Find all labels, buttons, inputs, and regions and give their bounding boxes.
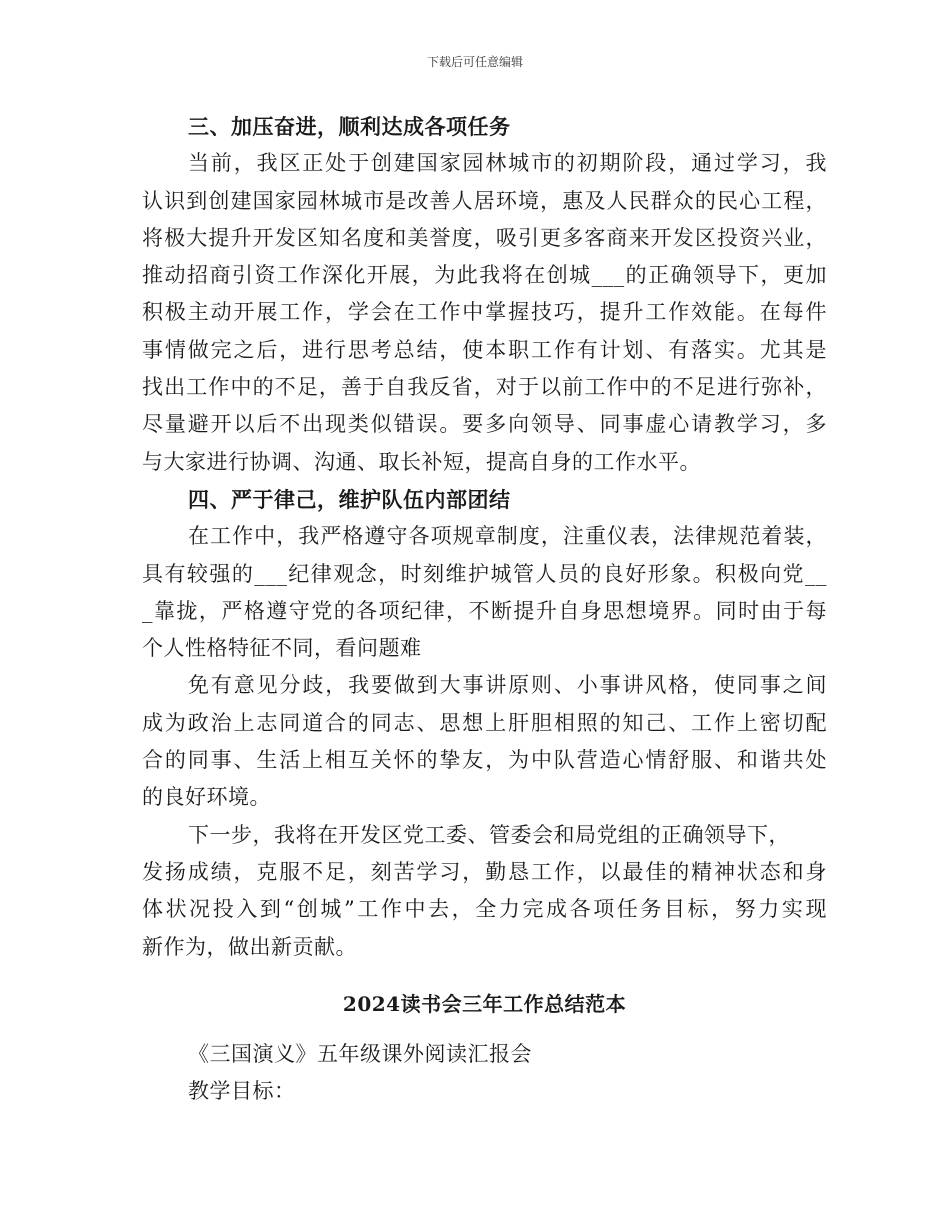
document-title: 2024读书会三年工作总结范本: [342, 991, 627, 1016]
paragraph-line: 积极主动开展工作，学会在工作中掌握技巧，提升工作效能。在每件: [142, 300, 827, 325]
paragraph-line: 免有意见分歧，我要做到大事讲原则、小事讲风格，使同事之间: [188, 673, 827, 698]
paragraph-line: 找出工作中的不足，善于自我反省，对于以前工作中的不足进行弥补，: [142, 375, 827, 400]
section-heading-4: 四、严于律己，维护队伍内部团结: [188, 486, 511, 512]
paragraph-line: 发扬成绩，克服不足，刻苦学习，勤恳工作，以最佳的精神状态和身: [142, 859, 827, 884]
paragraph-line: 具有较强的___纪律观念，时刻维护城管人员的良好形象。积极向党__: [142, 561, 827, 586]
section-heading-3: 三、加压奋进，顺利达成各项任务: [188, 114, 511, 139]
paragraph-line: 下一步，我将在开发区党工委、管委会和局党组的正确领导下，: [188, 822, 790, 847]
paragraph-line: _靠拢，严格遵守党的各项纪律，不断提升自身思想境界。同时由于每: [142, 598, 827, 623]
paragraph-line: 与大家进行协调、沟通、取长补短，提高自身的工作水平。: [142, 449, 701, 474]
paragraph-line: 将极大提升开发区知名度和美誉度，吸引更多客商来开发区投资兴业，: [142, 225, 827, 250]
page-header-note: 下载后可任意编辑: [426, 55, 523, 69]
paragraph-line: 在工作中，我严格遵守各项规章制度，注重仪表，法律规范着装，: [188, 524, 827, 549]
paragraph-line: 的良好环境。: [142, 785, 271, 810]
paragraph-line: 尽量避开以后不出现类似错误。要多向领导、同事虚心请教学习，多: [142, 412, 827, 437]
paragraph-line: 认识到创建国家园林城市是改善人居环境，惠及人民群众的民心工程，: [142, 188, 827, 213]
paragraph-line: 《三国演义》五年级课外阅读汇报会: [188, 1041, 532, 1066]
paragraph-line: 推动招商引资工作深化开展，为此我将在创城___的正确领导下，更加: [142, 263, 827, 288]
paragraph-line: 个人性格特征不同，看问题难: [142, 636, 422, 661]
paragraph-line: 体状况投入到“创城”工作中去，全力完成各项任务目标，努力实现: [142, 897, 827, 922]
paragraph-line: 事情做完之后，进行思考总结，使本职工作有计划、有落实。尤其是: [142, 337, 827, 362]
paragraph-line: 当前，我区正处于创建国家园林城市的初期阶段，通过学习，我: [188, 151, 827, 176]
paragraph-line: 合的同事、生活上相互关怀的挚友，为中队营造心情舒服、和谐共处: [142, 748, 827, 773]
paragraph-line: 新作为，做出新贡献。: [142, 934, 357, 959]
paragraph-line: 教学目标：: [188, 1079, 296, 1104]
paragraph-line: 成为政治上志同道合的同志、思想上肝胆相照的知己、工作上密切配: [142, 710, 827, 735]
document-body: [142, 108, 827, 1110]
